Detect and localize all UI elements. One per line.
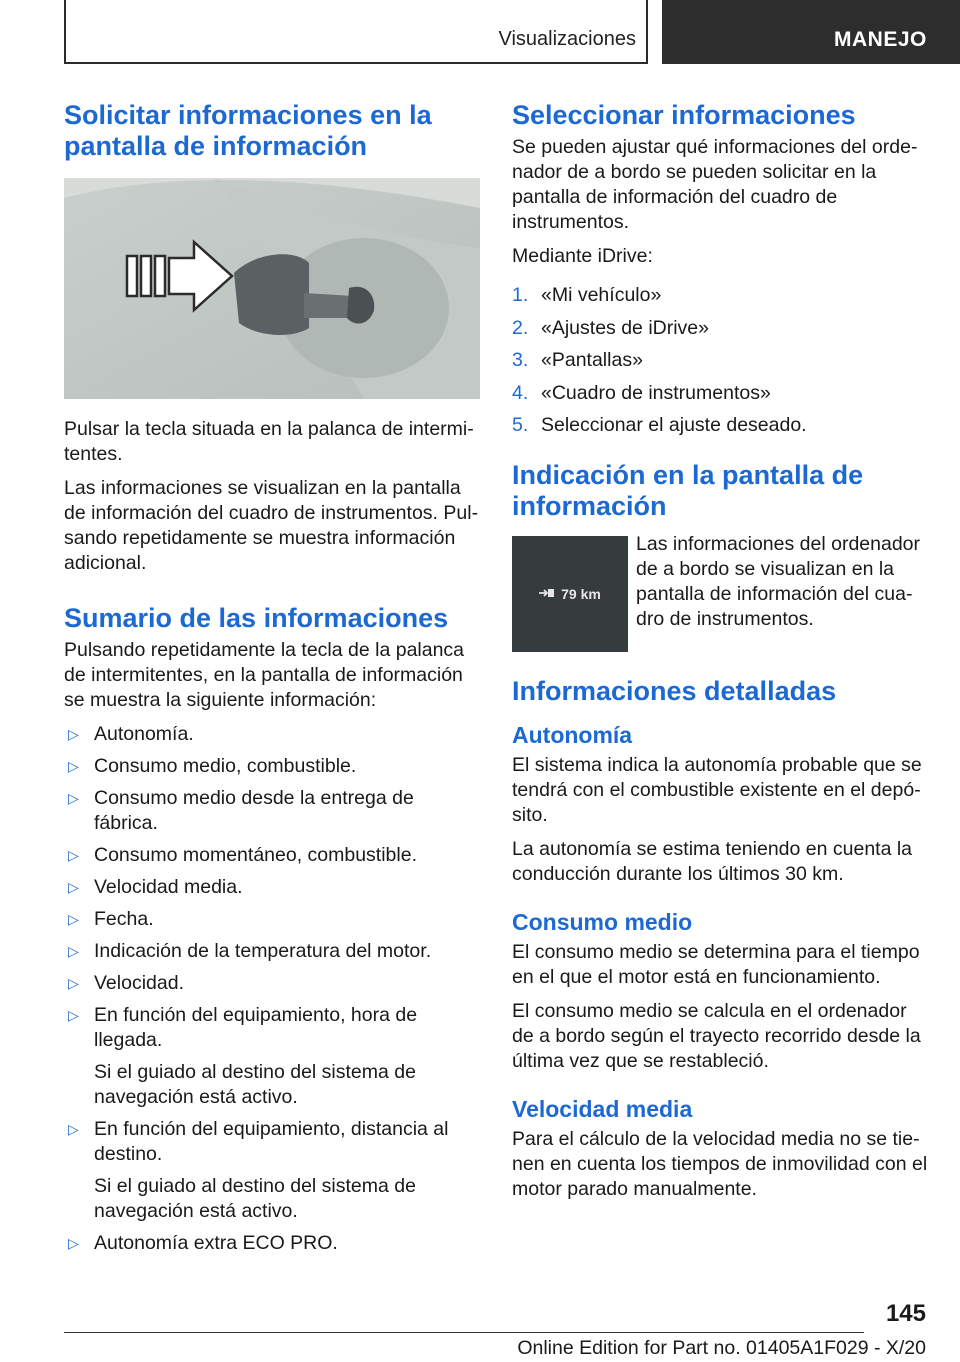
list-item: ▷ Consumo momentáneo, combustible. [68,844,417,866]
triangle-bullet-icon: ▷ [68,975,79,991]
list-item: ▷ Fecha. [68,908,154,930]
triangle-bullet-icon: ▷ [68,911,79,927]
header-frame [64,0,648,64]
triangle-bullet-icon: ▷ [68,1121,79,1137]
step-item: 3. «Pantallas» [512,349,643,371]
info-list [64,722,480,1256]
edition-note: Online Edition for Part no. 01405A1F029 - X/20 [517,1337,926,1359]
list-item: ▷ Consumo medio desde la entrega de fábrica. [68,787,414,834]
paragraph: Para el cálculo de la velocidad media no se tienen en cuenta los tiempos de inmovilidad con el motor parado manualmente. [512,1127,928,1200]
paragraph: Se pueden ajustar qué informaciones del ordenador de a bordo se pueden solicitar en la pantalla de información del cuadro de instrumentos. [512,136,918,233]
paragraph: Mediante iDrive: [512,245,653,267]
paragraph: Pulsar la tecla situada en la palanca de intermitentes. [64,418,474,465]
triangle-bullet-icon: ▷ [68,1235,79,1251]
heading-display-indication: Indicación en la pantalla de información [512,459,864,521]
heading-select-info: Seleccionar informaciones [512,100,856,130]
triangle-bullet-icon: ▷ [68,1007,79,1023]
step-item: 1. «Mi vehículo» [512,284,662,306]
step-item: 4. «Cuadro de instrumentos» [512,381,771,404]
list-subnote: Si el guiado al destino del sistema de navegación está activo. [94,1175,416,1222]
step-item: 2. «Ajustes de iDrive» [512,316,709,339]
idrive-steps [512,283,928,438]
footer-rule [64,1332,864,1333]
triangle-bullet-icon: ▷ [68,758,79,774]
subheading-avg-speed: Velocidad media [512,1095,693,1122]
paragraph: Las informaciones del ordenador de a bordo se visualizan en la pantalla de información del cuadro de instrumentos. [636,532,921,630]
paragraph: Las informaciones se visualizan en la pantalla de información del cuadro de instrumentos. Pulsando repetidamente se muestra información adicional. [64,477,479,574]
triangle-bullet-icon: ▷ [68,790,79,806]
page-number: 145 [885,1300,926,1327]
fuel-pump-icon [539,586,555,602]
list-item: ▷ En función del equipamiento, distancia al destino. Si el guiado al destino del sistema de navegación está activo. [64,1117,480,1224]
list-item: ▷ Velocidad media. [68,876,243,898]
subheading-range: Autonomía [512,721,633,748]
triangle-bullet-icon: ▷ [68,847,79,863]
paragraph: La autonomía se estima teniendo en cuenta la conducción durante los últimos 30 km. [512,837,913,885]
display-indication [512,532,928,652]
list-item: ▷ Indicación de la temperatura del motor. [68,940,432,962]
heading-request-info: Solicitar informaciones en la pantalla de información [64,100,432,161]
list-item: ▷ Consumo medio, combustible. [68,755,357,777]
list-item: ▷ Autonomía extra ECO PRO. [68,1232,338,1254]
heading-info-summary: Sumario de las informaciones [64,603,449,633]
section-title: Visualizaciones [498,28,636,50]
subheading-avg-consumption: Consumo medio [512,908,693,935]
cluster-display-image [512,536,628,652]
left-column [64,100,480,1263]
right-column [512,100,928,1211]
triangle-bullet-icon: ▷ [68,726,79,742]
heading-detailed-info: Informaciones detalladas [512,675,837,706]
range-value: 79 km [561,585,601,602]
list-item: ▷ En función del equipamiento, hora de llegada. Si el guiado al destino del sistema de navegación está activo. [64,1003,480,1110]
paragraph: El consumo medio se determina para el tiempo en el que el motor está en funcionamiento. [512,940,920,988]
chapter-tab: MANEJO [662,0,960,64]
paragraph: El consumo medio se calcula en el ordenador de a bordo según el trayecto recorrido desde la última vez que se restableció. [512,999,921,1072]
paragraph: El sistema indica la autonomía probable que se tendrá con el combustible existente en el depósito. [512,753,922,826]
step-item: 5. Seleccionar el ajuste deseado. [512,414,807,436]
paragraph: Pulsando repetidamente la tecla de la palanca de intermitentes, en la pantalla de información se muestra la siguiente información: [64,639,465,711]
list-item: ▷ Autonomía. [68,723,194,745]
list-item: ▷ Velocidad. [68,972,184,994]
turn-signal-lever-illustration [64,178,480,399]
triangle-bullet-icon: ▷ [68,879,79,895]
list-subnote: Si el guiado al destino del sistema de navegación está activo. [94,1061,416,1108]
triangle-bullet-icon: ▷ [68,943,79,959]
